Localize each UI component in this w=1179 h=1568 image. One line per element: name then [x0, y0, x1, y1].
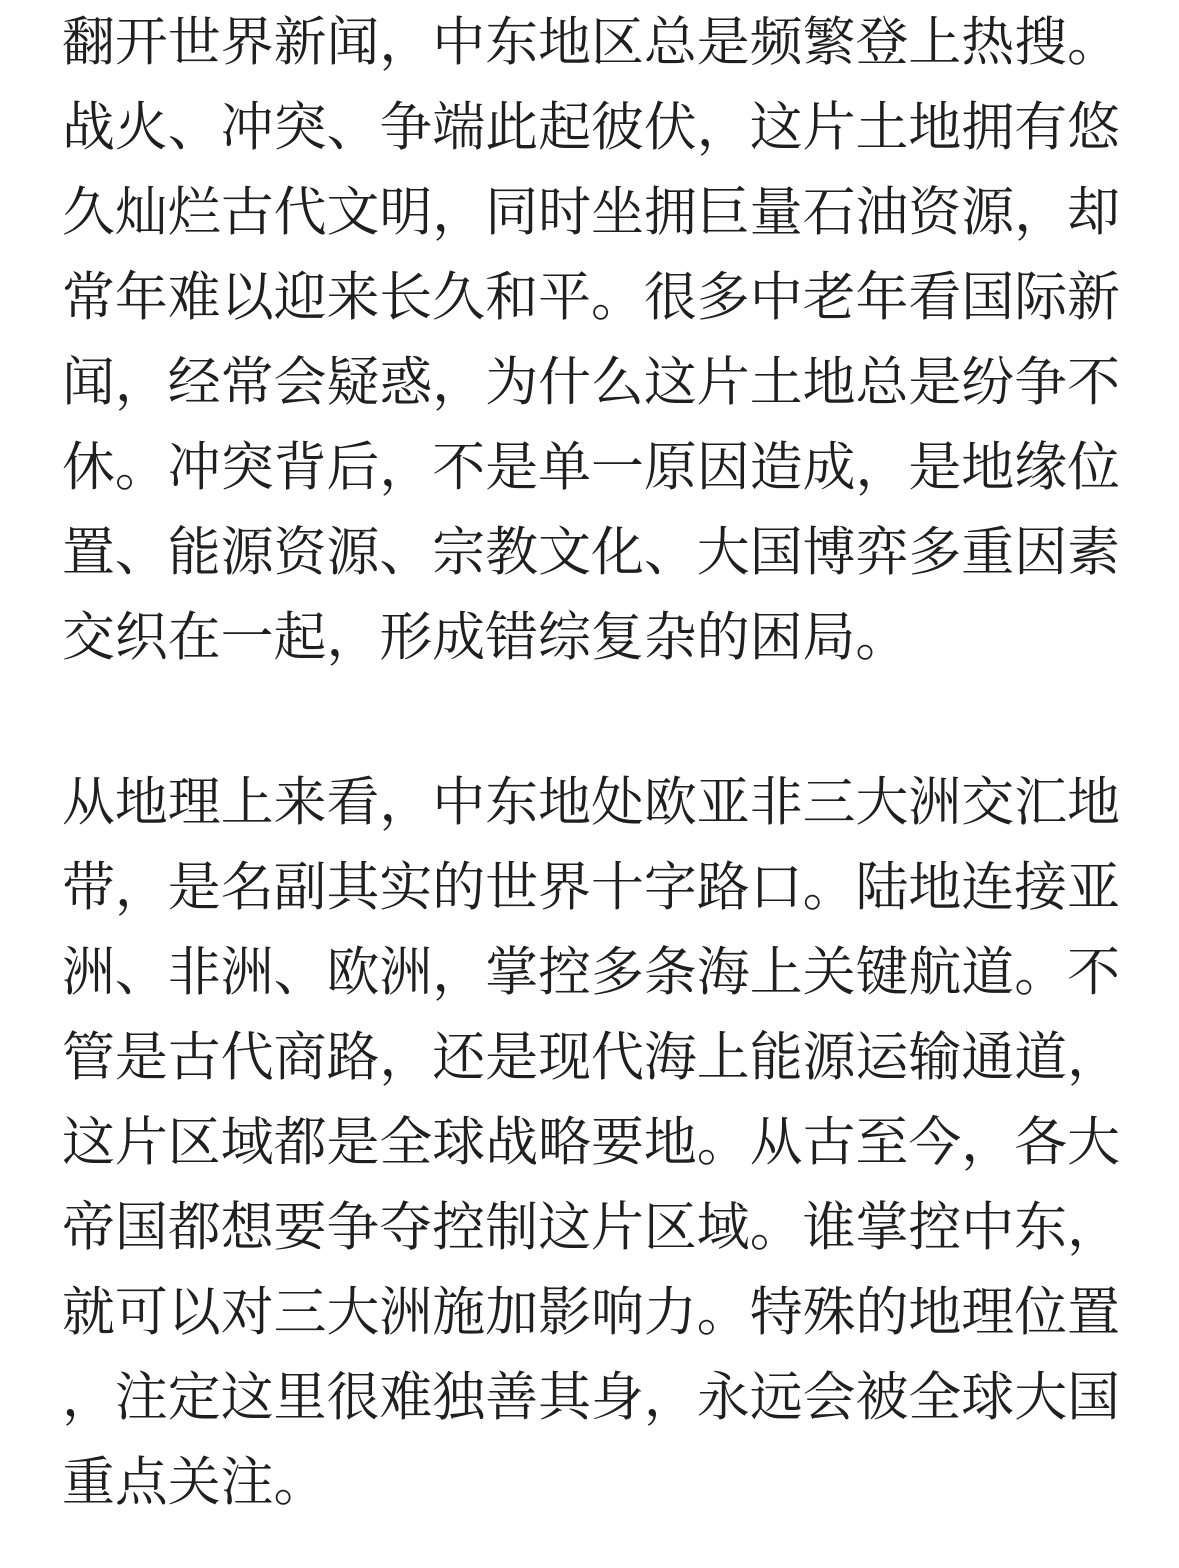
paragraph-geography: 从地理上来看，中东地处欧亚非三大洲交汇地带，是名副其实的世界十字路口。陆地连接亚洲、非洲、欧洲，掌控多条海上关键航道。不管是古代商路，还是现代海上能源运输通道，这片区域都是全球战略要地。从古至今，各大帝国都想要争夺控制这片区域。谁掌控中东，就可以对三大洲施加影响力。特殊的地理位置，注定这里很难独善其身，永远会被全球大国重点关注。: [62, 772, 1120, 1513]
paragraph-intro: 翻开世界新闻，中东地区总是频繁登上热搜。战火、冲突、争端此起彼伏，这片土地拥有悠久灿烂古代文明，同时坐拥巨量石油资源，却常年难以迎来长久和平。很多中老年看国际新闻，经常会疑惑，为什么这片土地总是纷争不休。冲突背后，不是单一原因造成，是地缘位置、能源资源、宗教文化、大国博弈多重因素交织在一起，形成错综复杂的困局。: [62, 12, 1120, 668]
